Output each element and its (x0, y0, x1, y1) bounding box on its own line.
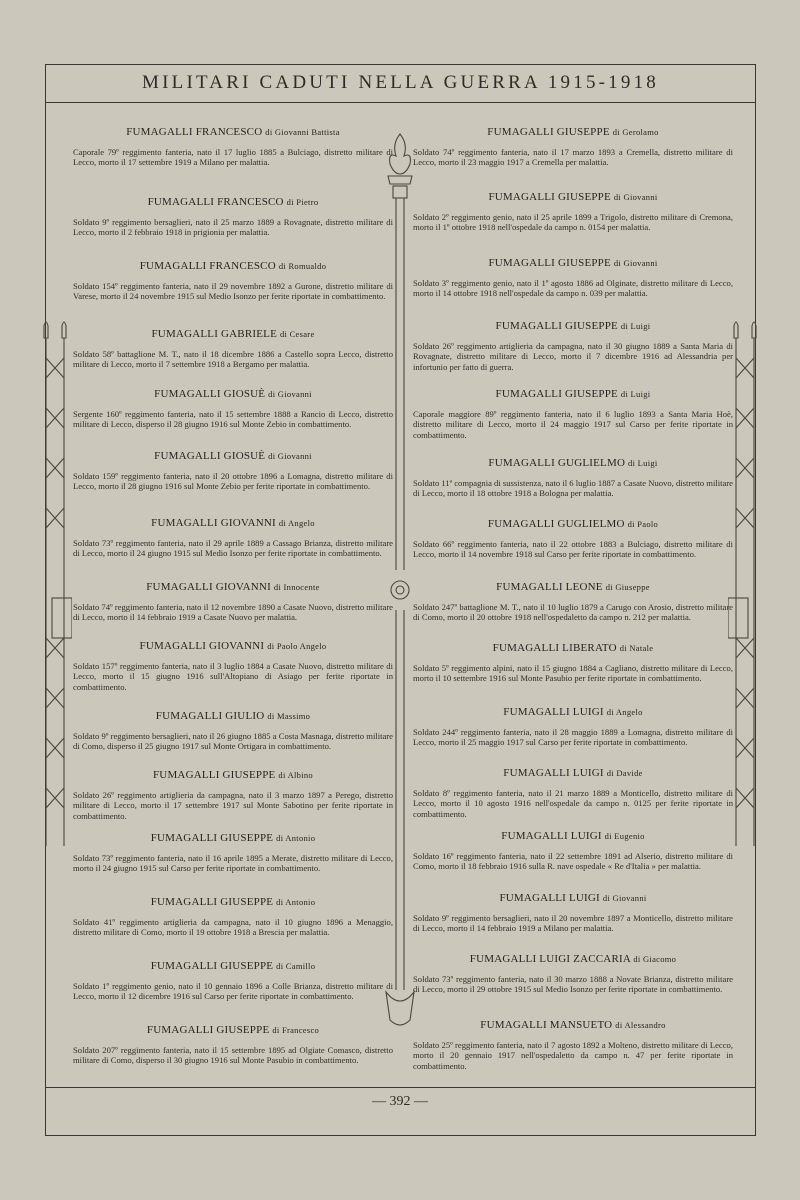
list-item (73, 581, 393, 623)
entry-surname: FUMAGALLI GUGLIELMO (487, 518, 625, 530)
entry-text: Caporale maggiore 89º reggimento fanteria, nato il 6 luglio 1893 a Santa Maria Hoè, distretto militare di Lecco, morto il 24 maggio 1917 sul Carso per ferite riportate in combattimento. (413, 409, 733, 440)
entry-name (73, 832, 393, 844)
entry-text: Soldato 159º reggimento fanteria, nato il 20 ottobre 1896 a Lomagna, distretto militare di Lecco, morto il 28 giugno 1916 sul Monte Zebio per ferite riportate in combattimento. (73, 471, 393, 492)
entry-surname: FUMAGALLI GIUSEPPE (487, 126, 610, 138)
entry-surname: FUMAGALLI GIUSEPPE (488, 191, 611, 203)
list-item (73, 260, 393, 302)
entry-text: Soldato 8º reggimento fanteria, nato il 21 marzo 1889 a Monticello, distretto militare di Lecco, morto il 10 agosto 1916 nell'ospedale da campo n. 0125 per ferite riportate in combattimento. (413, 788, 733, 819)
right-pillar-ornament-icon (728, 318, 762, 848)
list-item (73, 710, 393, 752)
entry-patronymic: di Antonio (276, 833, 316, 843)
entry-surname: FUMAGALLI LUIGI (503, 767, 604, 779)
entry-name (413, 388, 733, 400)
entry-surname: FUMAGALLI GIOVANNI (139, 640, 265, 652)
entry-text: Soldato 58º battaglione M. T., nato il 18 dicembre 1886 a Castello sopra Lecco, distretto militare di Lecco, morto il 7 settembre 1918 a Bergamo per malattia. (73, 349, 393, 370)
entry-text: Soldato 74º reggimento fanteria, nato il 12 novembre 1890 a Casate Nuovo, distretto militare di Lecco, morto il 14 febbraio 1919 a Casate Nuovo per malattia. (73, 602, 393, 623)
entry-surname: FUMAGALLI GIUSEPPE (152, 769, 276, 781)
entry-surname: FUMAGALLI LUIGI (503, 706, 604, 718)
list-item (413, 581, 733, 623)
entry-name (413, 126, 733, 138)
entry-surname: FUMAGALLI MANSUETO (480, 1019, 613, 1031)
entry-patronymic: di Francesco (272, 1025, 320, 1035)
entry-text: Soldato 73º reggimento fanteria, nato il 16 aprile 1895 a Merate, distretto militare di Lecco, morto il 24 giugno 1915 sul Carso per ferite riportate in combattimento. (73, 853, 393, 874)
entry-name (73, 581, 393, 593)
entry-text: Soldato 9º reggimento bersaglieri, nato il 26 giugno 1885 a Costa Masnaga, distretto militare di Como, disperso il 25 giugno 1917 sul Monte Ortigara in combattimento. (73, 731, 393, 752)
list-item (413, 1019, 733, 1071)
entry-text: Soldato 26º reggimento artiglieria da campagna, nato il 3 marzo 1897 a Perego, distretto militare di Lecco, morto il 17 settembre 1917 sul Monte Sabotino per ferite riportate in combattimento. (73, 790, 393, 821)
list-item (413, 892, 733, 934)
entry-name (73, 328, 393, 340)
list-item (73, 769, 393, 821)
list-item (73, 832, 393, 874)
entry-surname: FUMAGALLI FRANCESCO (147, 196, 284, 208)
list-item (73, 388, 393, 430)
entry-name (413, 1019, 733, 1031)
entry-surname: FUMAGALLI GIOVANNI (146, 581, 271, 593)
entry-surname: FUMAGALLI GIUSEPPE (495, 388, 618, 400)
entry-text: Soldato 26º reggimento artiglieria da campagna, nato il 30 giugno 1889 a Santa Maria di Rovagnate, distretto militare di Lecco, morto il 7 dicembre 1916 ad Alessandria per infortunio per fatto di guerra. (413, 341, 733, 372)
entry-surname: FUMAGALLI GIUSEPPE (150, 896, 274, 908)
entry-patronymic: di Giovanni Battista (265, 127, 340, 137)
header-rule (45, 102, 756, 103)
list-item (413, 257, 733, 299)
entry-text: Soldato 11ª compagnia di sussistenza, nato il 6 luglio 1887 a Casate Nuovo, distretto militare di Lecco, morto il 18 ottobre 1918 a Bologna per malattia. (413, 478, 733, 499)
entry-patronymic: di Paolo (627, 519, 659, 529)
entry-text: Soldato 73º reggimento fanteria, nato il 29 aprile 1889 a Cassago Brianza, distretto militare di Lecco, morto il 24 giugno 1915 sul Medio Isonzo per ferite riportate in combattimento. (73, 538, 393, 559)
list-item (413, 953, 733, 995)
entry-surname: FUMAGALLI GIUSEPPE (495, 320, 618, 332)
footer-rule (45, 1087, 756, 1088)
entry-name (73, 896, 393, 908)
entry-text: Sergente 160º reggimento fanteria, nato il 15 settembre 1888 a Rancio di Lecco, distretto militare di Lecco, disperso il 28 giugno 1916 sul Monte Zebio in combattimento. (73, 409, 393, 430)
list-item (73, 960, 393, 1002)
entry-patronymic: di Giovanni (613, 258, 658, 268)
entry-text: Soldato 41º reggimento artiglieria da campagna, nato il 10 giugno 1896 a Menaggio, distretto militare di Como, morto il 19 ottobre 1918 a Brescia per malattia. (73, 917, 393, 938)
entry-text: Soldato 66º reggimento fanteria, nato il 22 ottobre 1883 a Bulciago, distretto militare di Lecco, morto il 14 novembre 1918 sul Carso per ferite riportate in combattimento. (413, 539, 733, 560)
entry-patronymic: di Luigi (620, 389, 651, 399)
entry-surname: FUMAGALLI GIUSEPPE (150, 832, 274, 844)
entry-surname: FUMAGALLI LIBERATO (492, 642, 617, 654)
entry-surname: FUMAGALLI GIOSUÈ (154, 388, 266, 400)
entry-patronymic: di Pietro (286, 197, 319, 207)
entry-patronymic: di Angelo (606, 707, 643, 717)
entry-text: Soldato 74º reggimento fanteria, nato il 17 marzo 1893 a Cremella, distretto militare di Lecco, morto il 23 maggio 1917 a Cremella per malattia. (413, 147, 733, 168)
list-item (73, 517, 393, 559)
entry-patronymic: di Cesare (279, 329, 315, 339)
entry-patronymic: di Davide (606, 768, 643, 778)
entry-patronymic: di Alessandro (615, 1020, 666, 1030)
entry-name (73, 640, 393, 652)
list-item (413, 706, 733, 748)
list-item (73, 1024, 393, 1066)
entry-text: Soldato 157º reggimento fanteria, nato il 3 luglio 1884 a Casate Nuovo, distretto militare di Lecco, morto il 15 giugno 1916 sull'Altopiano di Asiago per ferite riportate in combattimento. (73, 661, 393, 692)
entry-patronymic: di Antonio (276, 897, 316, 907)
entry-patronymic: di Romualdo (278, 261, 327, 271)
entry-name (73, 126, 393, 138)
entry-surname: FUMAGALLI FRANCESCO (139, 260, 276, 272)
entry-text: Soldato 5º reggimento alpini, nato il 15 giugno 1884 a Cagliano, distretto militare di Lecco, morto il 10 settembre 1916 sul Monte Pasubio per ferite riportate in combattimento. (413, 663, 733, 684)
entry-surname: FUMAGALLI LUIGI ZACCARIA (469, 953, 631, 965)
entry-name (73, 517, 393, 529)
entry-name (73, 196, 393, 208)
entry-name (413, 457, 733, 469)
list-item (413, 830, 733, 872)
entry-surname: FUMAGALLI GIUSEPPE (488, 257, 611, 269)
list-item (413, 388, 733, 440)
entry-name (73, 450, 393, 462)
entry-name (413, 892, 733, 904)
entry-name (413, 642, 733, 654)
entry-patronymic: di Giacomo (633, 954, 677, 964)
entry-text: Soldato 9º reggimento bersaglieri, nato il 25 marzo 1889 a Rovagnate, distretto militare di Lecco, morto il 2 febbraio 1918 in prigionia per malattia. (73, 217, 393, 238)
entry-text: Soldato 9º reggimento bersaglieri, nato il 20 novembre 1897 a Monticello, distretto militare di Lecco, morto il 14 febbraio 1919 a Milano per malattia. (413, 913, 733, 934)
entry-patronymic: di Gerolamo (612, 127, 659, 137)
entry-name (413, 767, 733, 779)
entry-patronymic: di Massimo (267, 711, 311, 721)
entry-text: Soldato 247º battaglione M. T., nato il 10 luglio 1879 a Carugo con Arosio, distretto militare di Como, morto il 20 ottobre 1918 nell'ospedaletto da campo n. 212 per malattia. (413, 602, 733, 623)
entry-patronymic: di Giuseppe (605, 582, 650, 592)
entry-name (413, 257, 733, 269)
entry-surname: FUMAGALLI LEONE (496, 581, 603, 593)
entry-text: Soldato 3º reggimento genio, nato il 1º agosto 1886 ad Olginate, distretto militare di Lecco, morto il 14 ottobre 1918 nell'ospedale da campo n. 039 per malattia. (413, 278, 733, 299)
list-item (73, 896, 393, 938)
entry-surname: FUMAGALLI GUGLIELMO (488, 457, 626, 469)
entry-patronymic: di Eugenio (604, 831, 645, 841)
entry-name (413, 320, 733, 332)
entry-text: Soldato 207º reggimento fanteria, nato il 15 settembre 1895 ad Olgiate Comasco, distretto militare di Como, disperso il 30 giugno 1916 sul Monte Pasubio in combattimento. (73, 1045, 393, 1066)
entry-surname: FUMAGALLI GIULIO (155, 710, 265, 722)
entry-patronymic: di Camillo (276, 961, 316, 971)
entry-name (413, 953, 733, 965)
entry-patronymic: di Albino (278, 770, 313, 780)
entry-patronymic: di Giovanni (268, 389, 312, 399)
list-item (413, 457, 733, 499)
entry-patronymic: di Luigi (620, 321, 651, 331)
entry-text: Soldato 2º reggimento genio, nato il 25 aprile 1899 a Trigolo, distretto militare di Cremona, morto il 1º ottobre 1918 nell'ospedale da campo n. 0154 per malattia. (413, 212, 733, 233)
entry-text: Caporale 79º reggimento fanteria, nato il 17 luglio 1885 a Bulciago, distretto militare di Lecco, morto il 17 settembre 1919 a Milano per malattia. (73, 147, 393, 168)
list-item (413, 767, 733, 819)
list-item (73, 126, 393, 168)
entry-surname: FUMAGALLI GIUSEPPE (150, 960, 274, 972)
entry-text: Soldato 16º reggimento fanteria, nato il 22 settembre 1891 ad Alserio, distretto militare di Como, morto il 18 febbraio 1916 sulla R. nave ospedale « Re d'Italia » per malattia. (413, 851, 733, 872)
entry-surname: FUMAGALLI GIOVANNI (151, 517, 276, 529)
entry-text: Soldato 1º reggimento genio, nato il 10 gennaio 1896 a Colle Brianza, distretto militare di Lecco, morto il 12 dicembre 1916 sul Carso per ferite riportate in combattimento. (73, 981, 393, 1002)
list-item (413, 642, 733, 684)
page-title: MILITARI CADUTI NELLA GUERRA 1915-1918 (142, 72, 659, 93)
entry-patronymic: di Innocente (273, 582, 320, 592)
entry-text: Soldato 244º reggimento fanteria, nato il 28 maggio 1889 a Lomagna, distretto militare di Lecco, morto il 25 maggio 1917 sul Carso per ferite riportate in combattimento. (413, 727, 733, 748)
left-pillar-ornament-icon (38, 318, 72, 848)
entry-name (413, 830, 733, 842)
entry-patronymic: di Paolo Angelo (267, 641, 327, 651)
entry-patronymic: di Giovanni (602, 893, 647, 903)
entry-patronymic: di Luigi (628, 458, 658, 468)
entry-text: Soldato 25º reggimento fanteria, nato il 7 agosto 1892 a Molteno, distretto militare di Lecco, morto il 20 gennaio 1917 nell'ospedaletto da campo n. 47 per ferite riportate in combattimento. (413, 1040, 733, 1071)
entry-name (413, 191, 733, 203)
list-item (413, 320, 733, 372)
entry-name (73, 769, 393, 781)
entry-name (413, 581, 733, 593)
list-item (413, 191, 733, 233)
entry-surname: FUMAGALLI LUIGI (501, 830, 602, 842)
list-item (73, 450, 393, 492)
list-item (73, 328, 393, 370)
list-item (413, 126, 733, 168)
entry-text: Soldato 73º reggimento fanteria, nato il 30 marzo 1888 a Novate Brianza, distretto militare di Lecco, morto il 29 ottobre 1915 sul Medio Isonzo per ferite riportate in combattimento. (413, 974, 733, 995)
entry-name (413, 518, 733, 530)
entry-surname: FUMAGALLI FRANCESCO (126, 126, 263, 138)
entry-patronymic: di Giovanni (613, 192, 658, 202)
entry-name (73, 1024, 393, 1036)
entry-surname: FUMAGALLI GIOSUÈ (154, 450, 266, 462)
entry-name (73, 710, 393, 722)
entry-name (413, 706, 733, 718)
entry-patronymic: di Giovanni (268, 451, 312, 461)
entry-surname: FUMAGALLI GIUSEPPE (146, 1024, 270, 1036)
entry-surname: FUMAGALLI GABRIELE (151, 328, 277, 340)
entry-patronymic: di Natale (619, 643, 654, 653)
list-item (413, 518, 733, 560)
entry-patronymic: di Angelo (278, 518, 315, 528)
entry-text: Soldato 154º reggimento fanteria, nato il 29 novembre 1892 a Gurone, distretto militare di Varese, morto il 24 novembre 1915 sul Medio Isonzo per ferite riportate in combattimento. (73, 281, 393, 302)
list-item (73, 640, 393, 692)
entry-name (73, 960, 393, 972)
entry-name (73, 260, 393, 272)
entry-surname: FUMAGALLI LUIGI (499, 892, 600, 904)
entry-name (73, 388, 393, 400)
page-number: — 392 — (372, 1094, 428, 1109)
list-item (73, 196, 393, 238)
